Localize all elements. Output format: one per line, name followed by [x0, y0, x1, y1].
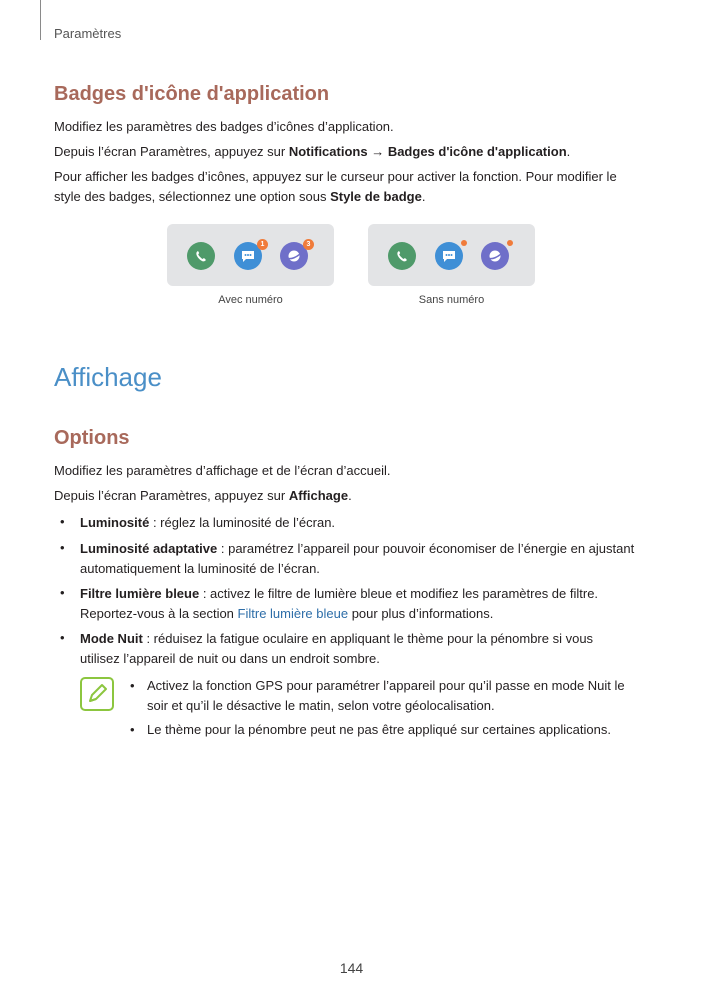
bullet: • — [60, 514, 65, 529]
section-title-badges: Badges d'icône d'application — [54, 83, 330, 105]
phone-app-icon — [187, 242, 215, 270]
caption-without-number: Sans numéro — [418, 294, 485, 306]
note-bullet: • — [130, 722, 135, 737]
badges-path: Depuis l’écran Paramètres, appuyez sur Notifications → Badges d'icône d'application. — [54, 144, 571, 159]
caption-with-number: Avec numéro — [218, 294, 283, 306]
list-item-filtre-lumiere-bleue: Filtre lumière bleue : activez le filtre de lumière bleue et modifiez les paramètres de filtre. Reportez-vous à la section Filtre lumière bleue pour plus d’informations. — [80, 586, 599, 621]
badges-instructions: Pour afficher les badges d’icônes, appuyez sur le curseur pour activer la fonction. Pour modifier le style des badges, sélectionnez une option sous Style de badge. — [54, 169, 617, 204]
badges-intro: Modifiez les paramètres des badges d’icônes d’application. — [54, 119, 394, 134]
badge-example-with-number — [167, 224, 334, 286]
page-number: 144 — [339, 960, 364, 976]
note-pencil-icon — [80, 677, 114, 711]
bullet: • — [60, 630, 65, 645]
chapter-title-affichage: Affichage — [54, 362, 162, 392]
badge-style-term: Style de badge — [330, 189, 422, 204]
options-path: Depuis l’écran Paramètres, appuyez sur Affichage. — [54, 488, 352, 503]
options-intro: Modifiez les paramètres d’affichage et de l’écran d’accueil. — [54, 463, 391, 478]
phone-app-icon — [388, 242, 416, 270]
badge-dot — [507, 240, 513, 246]
badge-count-1: 1 — [257, 239, 268, 250]
internet-app-icon — [481, 242, 509, 270]
messages-app-icon — [435, 242, 463, 270]
badge-count-3: 3 — [303, 239, 314, 250]
note-theme: Le thème pour la pénombre peut ne pas être appliqué sur certaines applications. — [147, 722, 611, 737]
filtre-lumiere-bleue-link[interactable]: Filtre lumière bleue — [237, 606, 349, 621]
note-bullet: • — [130, 678, 135, 693]
running-header: Paramètres — [54, 26, 122, 41]
bullet: • — [60, 585, 65, 600]
header-rule — [40, 0, 41, 40]
section-title-options: Options — [54, 427, 130, 449]
list-item-luminosite-adaptative: Luminosité adaptative : paramétrez l’appareil pour pouvoir économiser de l’énergie en ajustant automatiquement la luminosité de l’écran. — [80, 541, 635, 576]
notifications-term: Notifications — [288, 144, 368, 159]
note-gps: Activez la fonction GPS pour paramétrer l’appareil pour qu’il passe en mode Nuit le soir et qu’il le désactive le matin, selon votre géolocalisation. — [147, 678, 625, 713]
badge-example-without-number — [368, 224, 535, 286]
affichage-term: Affichage — [288, 488, 349, 503]
bullet: • — [60, 540, 65, 555]
badge-dot — [461, 240, 467, 246]
badges-term: Badges d'icône d'application — [387, 144, 567, 159]
list-item-mode-nuit: Mode Nuit : réduisez la fatigue oculaire en appliquant le thème pour la pénombre si vous utilisez l’appareil de nuit ou dans un endroit sombre. — [80, 631, 594, 666]
list-item-luminosite: Luminosité : réglez la luminosité de l’écran. — [80, 515, 336, 530]
